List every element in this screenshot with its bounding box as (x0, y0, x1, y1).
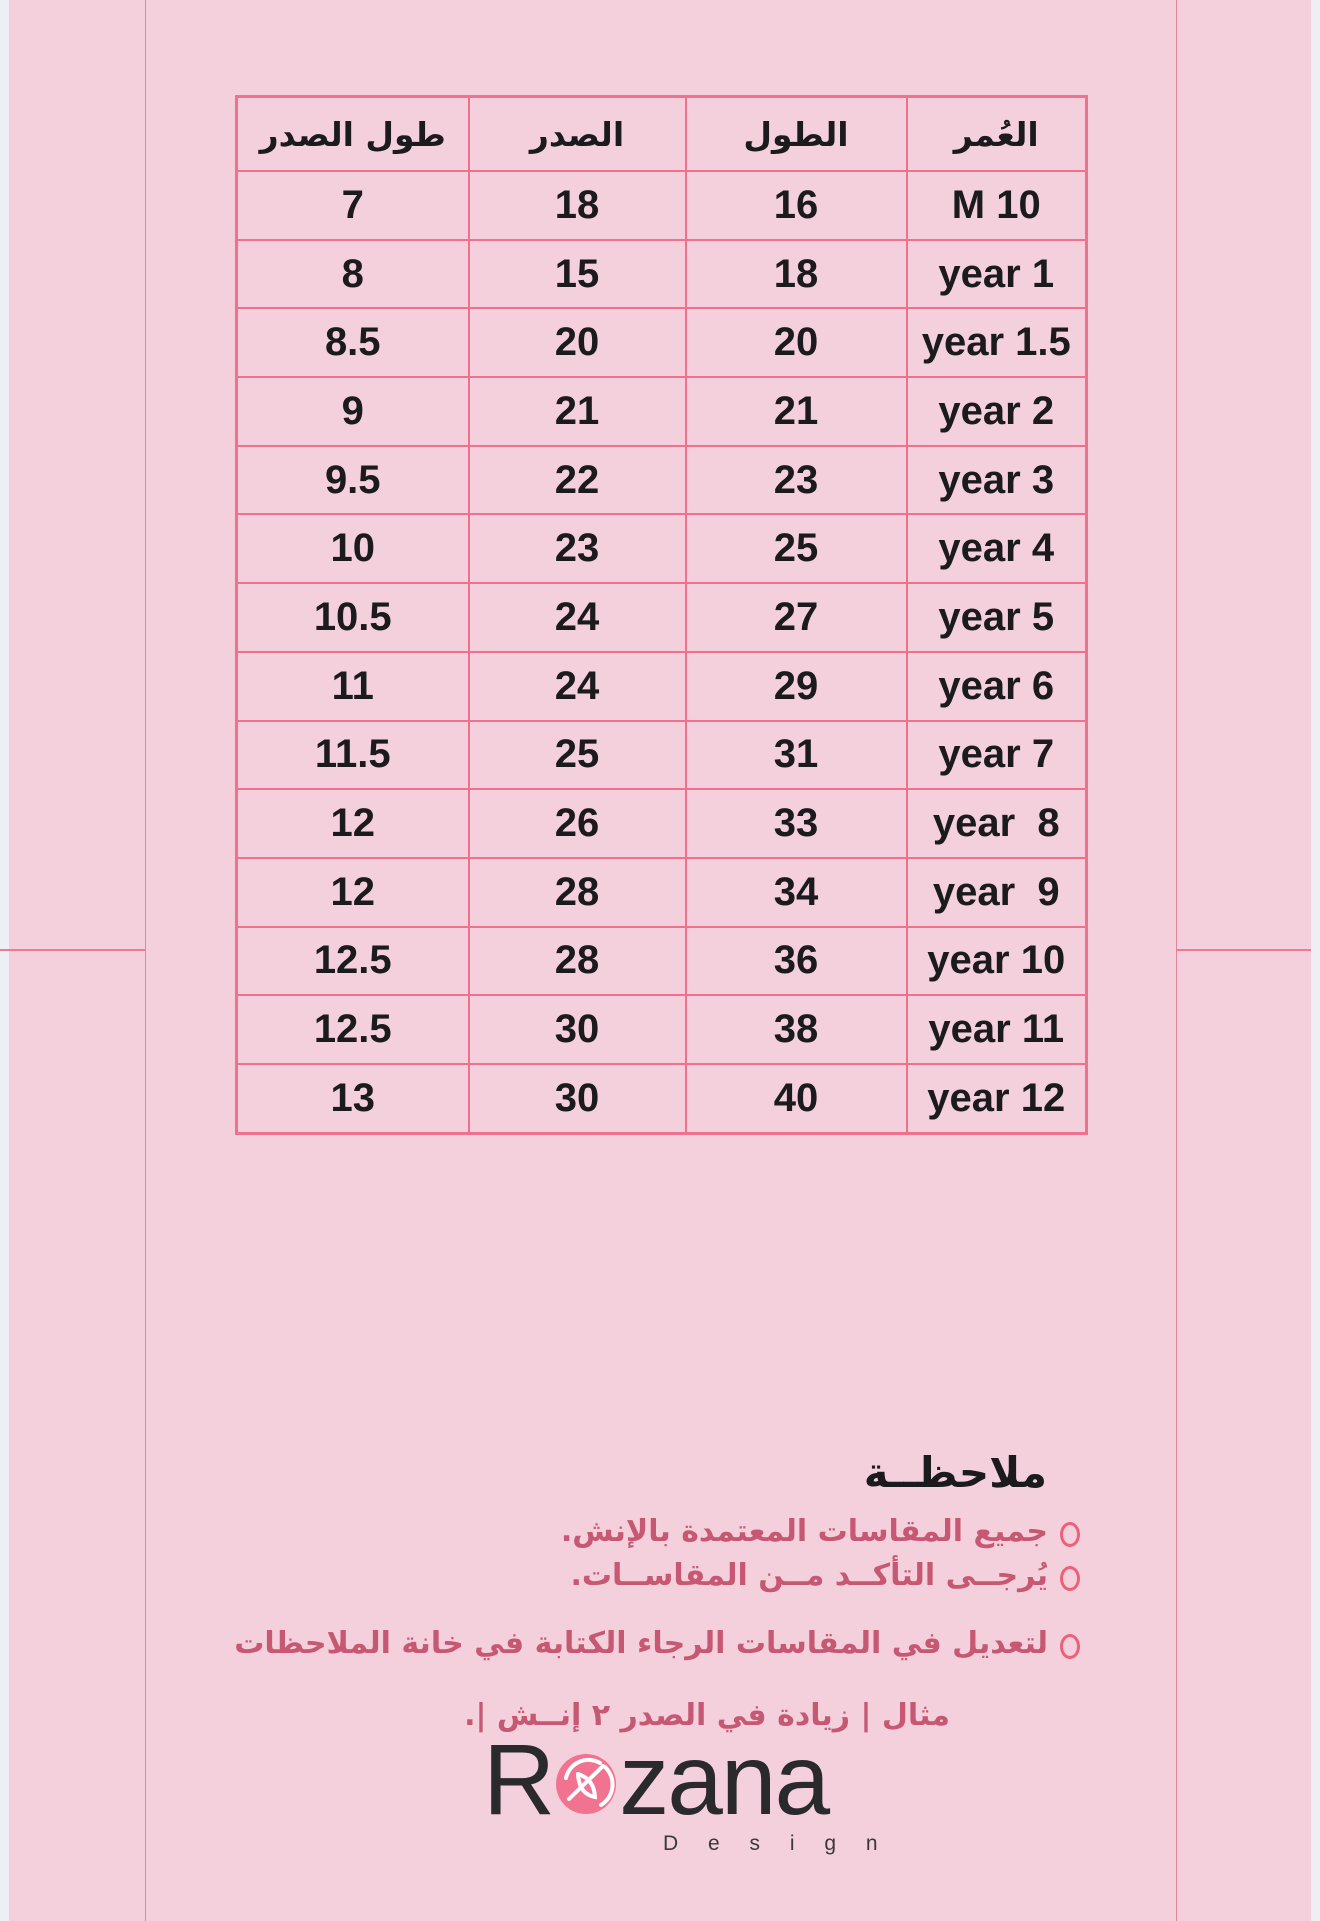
cell-chest-length: 7 (237, 171, 469, 240)
cell-length: 33 (686, 789, 907, 858)
cell-length: 36 (686, 927, 907, 996)
cell-chest: 23 (469, 514, 686, 583)
cell-chest: 21 (469, 377, 686, 446)
cell-age: 12 year (907, 1064, 1087, 1134)
cell-chest-length: 10 (237, 514, 469, 583)
note-item: جميع المقاسات المعتمدة بالإنش. (560, 1514, 1048, 1549)
note-bullet-icon (1060, 1634, 1080, 1659)
cell-chest-length: 8.5 (237, 308, 469, 377)
cell-chest-length: 12.5 (237, 995, 469, 1064)
cell-chest: 26 (469, 789, 686, 858)
cell-chest: 20 (469, 308, 686, 377)
table-row (237, 858, 1087, 927)
cell-chest-length: 10.5 (237, 583, 469, 652)
brand-logo (483, 1724, 829, 1836)
cell-chest-length: 11.5 (237, 721, 469, 790)
cell-chest-length: 8 (237, 240, 469, 309)
cell-chest-length: 9.5 (237, 446, 469, 515)
table-row (237, 446, 1087, 515)
cell-age: 1 year (907, 240, 1087, 309)
cell-chest-length: 9 (237, 377, 469, 446)
cell-chest-length: 12 (237, 789, 469, 858)
table-row (237, 652, 1087, 721)
cell-age: 4 year (907, 514, 1087, 583)
right-guide-line (1176, 0, 1177, 1921)
table-row (237, 721, 1087, 790)
cell-length: 21 (686, 377, 907, 446)
rose-icon (556, 1754, 616, 1814)
table-row (237, 377, 1087, 446)
table-row (237, 514, 1087, 583)
cell-length: 31 (686, 721, 907, 790)
note-bullet-icon (1060, 1522, 1080, 1547)
cell-chest: 30 (469, 995, 686, 1064)
logo-subtitle: D e s i g n (663, 1832, 890, 1855)
size-table (235, 95, 1088, 1135)
cell-age: 5 year (907, 583, 1087, 652)
notes-title: ملاحظــة (863, 1448, 1047, 1497)
cell-length: 27 (686, 583, 907, 652)
table-row (237, 240, 1087, 309)
cell-chest: 28 (469, 858, 686, 927)
cell-chest: 22 (469, 446, 686, 515)
cell-chest: 24 (469, 652, 686, 721)
table-row (237, 927, 1087, 996)
left-page-edge (0, 0, 9, 1921)
cell-chest: 28 (469, 927, 686, 996)
logo-letters-zana: zana (619, 1724, 829, 1836)
cell-length: 38 (686, 995, 907, 1064)
cell-age: 10 M (907, 171, 1087, 240)
logo-letter-r: R (483, 1724, 554, 1836)
cell-chest-length: 13 (237, 1064, 469, 1134)
table-row (237, 308, 1087, 377)
cell-length: 25 (686, 514, 907, 583)
cell-length: 20 (686, 308, 907, 377)
header-age: العُمر (907, 97, 1087, 172)
table-row (237, 995, 1087, 1064)
cell-age: 10 year (907, 927, 1087, 996)
cell-age: 11 year (907, 995, 1087, 1064)
note-item: يُرجــى التأكــد مــن المقاســات. (570, 1558, 1048, 1593)
note-item-example: مثال | زيادة في الصدر ٢ إنــش |. (464, 1698, 950, 1733)
cell-length: 29 (686, 652, 907, 721)
cell-chest: 25 (469, 721, 686, 790)
cell-age: 8 year (907, 789, 1087, 858)
cell-chest-length: 12.5 (237, 927, 469, 996)
table-row (237, 583, 1087, 652)
table-row (237, 171, 1087, 240)
cell-chest: 18 (469, 171, 686, 240)
cell-age: 6 year (907, 652, 1087, 721)
cell-length: 23 (686, 446, 907, 515)
cell-age: 7 year (907, 721, 1087, 790)
cell-chest: 24 (469, 583, 686, 652)
cell-age: 2 year (907, 377, 1087, 446)
cell-age: 1.5 year (907, 308, 1087, 377)
left-horizontal-guide-line (0, 949, 146, 951)
header-chest: الصدر (469, 97, 686, 172)
header-chest-length: طول الصدر (237, 97, 469, 172)
right-page-edge (1311, 0, 1320, 1921)
table-row (237, 1064, 1087, 1134)
table-row (237, 789, 1087, 858)
cell-age: 3 year (907, 446, 1087, 515)
cell-chest: 15 (469, 240, 686, 309)
cell-length: 16 (686, 171, 907, 240)
left-guide-line (145, 0, 146, 1921)
table-header-row (237, 97, 1087, 172)
cell-chest-length: 11 (237, 652, 469, 721)
cell-chest: 30 (469, 1064, 686, 1134)
note-bullet-icon (1060, 1566, 1080, 1591)
cell-chest-length: 12 (237, 858, 469, 927)
header-length: الطول (686, 97, 907, 172)
cell-length: 18 (686, 240, 907, 309)
cell-age: 9 year (907, 858, 1087, 927)
note-item: لتعديل في المقاسات الرجاء الكتابة في خانة الملاحظات (234, 1626, 1048, 1661)
right-horizontal-guide-line (1176, 949, 1311, 951)
cell-length: 40 (686, 1064, 907, 1134)
cell-length: 34 (686, 858, 907, 927)
